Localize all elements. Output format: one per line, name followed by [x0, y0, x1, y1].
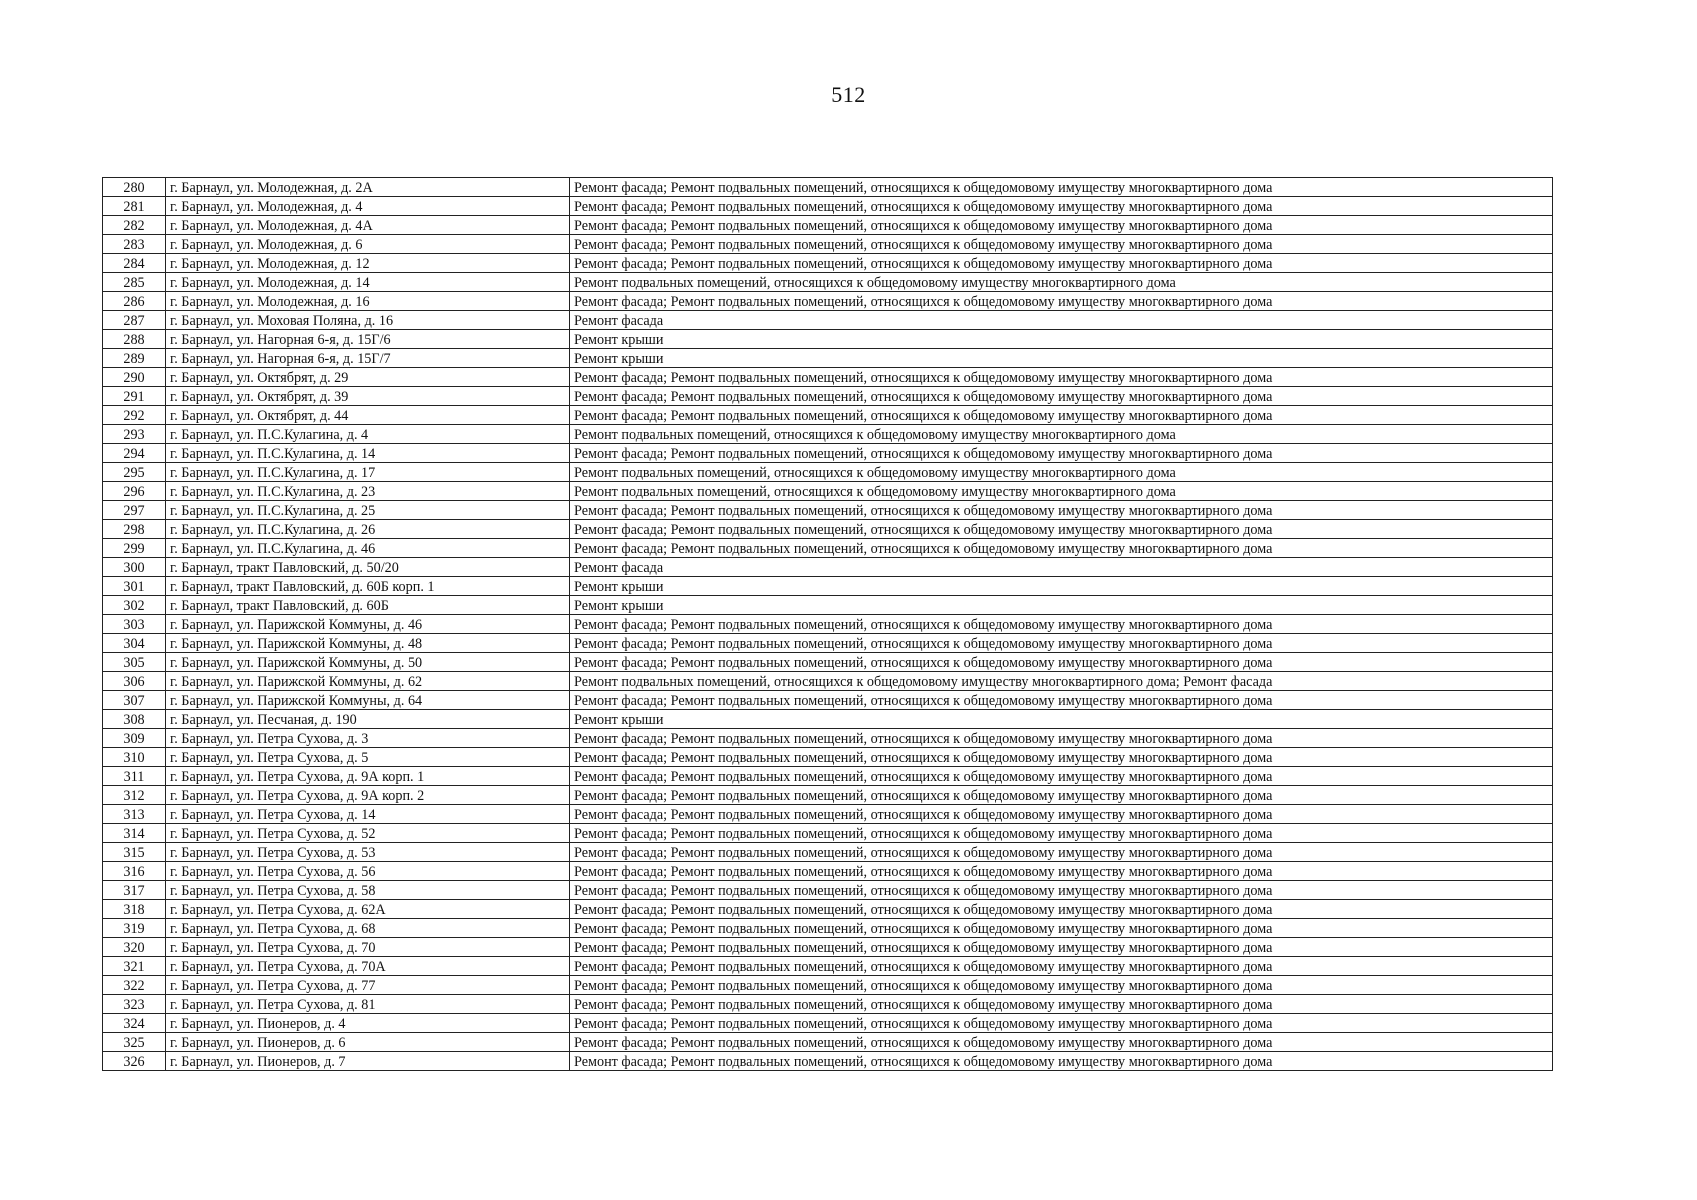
table-row: [103, 349, 1553, 368]
row-number: 313: [103, 805, 166, 824]
row-number: 292: [103, 406, 166, 425]
address-cell: г. Барнаул, тракт Павловский, д. 60Б корп. 1: [166, 577, 570, 596]
address-cell: г. Барнаул, ул. Петра Сухова, д. 58: [166, 881, 570, 900]
address-cell: г. Барнаул, ул. Петра Сухова, д. 70А: [166, 957, 570, 976]
table-row: [103, 995, 1553, 1014]
address-cell: г. Барнаул, ул. Парижской Коммуны, д. 48: [166, 634, 570, 653]
table-row: [103, 596, 1553, 615]
table-row: [103, 406, 1553, 425]
address-cell: г. Барнаул, ул. Петра Сухова, д. 14: [166, 805, 570, 824]
work-type-cell: Ремонт подвальных помещений, относящихся к общедомовому имуществу многоквартирного дома: [570, 463, 1553, 482]
table-row: [103, 254, 1553, 273]
row-number: 280: [103, 178, 166, 197]
work-type-cell: Ремонт фасада; Ремонт подвальных помещений, относящихся к общедомовому имуществу многоквартирного дома: [570, 216, 1553, 235]
address-cell: г. Барнаул, ул. Петра Сухова, д. 3: [166, 729, 570, 748]
work-type-cell: Ремонт фасада; Ремонт подвальных помещений, относящихся к общедомовому имуществу многоквартирного дома: [570, 976, 1553, 995]
work-type-cell: Ремонт фасада; Ремонт подвальных помещений, относящихся к общедомовому имуществу многоквартирного дома: [570, 292, 1553, 311]
address-cell: г. Барнаул, ул. Петра Сухова, д. 68: [166, 919, 570, 938]
table-row: [103, 767, 1553, 786]
work-type-cell: Ремонт фасада: [570, 558, 1553, 577]
address-cell: г. Барнаул, ул. Моховая Поляна, д. 16: [166, 311, 570, 330]
row-number: 297: [103, 501, 166, 520]
address-cell: г. Барнаул, ул. П.С.Кулагина, д. 46: [166, 539, 570, 558]
address-cell: г. Барнаул, ул. Петра Сухова, д. 9А корп. 2: [166, 786, 570, 805]
table-row: [103, 425, 1553, 444]
address-cell: г. Барнаул, ул. Петра Сухова, д. 81: [166, 995, 570, 1014]
address-cell: г. Барнаул, тракт Павловский, д. 60Б: [166, 596, 570, 615]
address-cell: г. Барнаул, ул. Октябрят, д. 44: [166, 406, 570, 425]
address-cell: г. Барнаул, ул. П.С.Кулагина, д. 17: [166, 463, 570, 482]
table-row: [103, 197, 1553, 216]
work-type-cell: Ремонт фасада; Ремонт подвальных помещений, относящихся к общедомовому имуществу многоквартирного дома: [570, 767, 1553, 786]
table-row: [103, 786, 1553, 805]
row-number: 320: [103, 938, 166, 957]
address-cell: г. Барнаул, ул. Молодежная, д. 12: [166, 254, 570, 273]
table-row: [103, 330, 1553, 349]
work-type-cell: Ремонт фасада; Ремонт подвальных помещений, относящихся к общедомовому имуществу многоквартирного дома: [570, 995, 1553, 1014]
address-cell: г. Барнаул, тракт Павловский, д. 50/20: [166, 558, 570, 577]
work-type-cell: Ремонт фасада; Ремонт подвальных помещений, относящихся к общедомовому имуществу многоквартирного дома: [570, 254, 1553, 273]
work-type-cell: Ремонт фасада; Ремонт подвальных помещений, относящихся к общедомовому имуществу многоквартирного дома: [570, 615, 1553, 634]
table-row: [103, 235, 1553, 254]
row-number: 301: [103, 577, 166, 596]
row-number: 314: [103, 824, 166, 843]
row-number: 295: [103, 463, 166, 482]
work-type-cell: Ремонт подвальных помещений, относящихся к общедомовому имуществу многоквартирного дома: [570, 273, 1553, 292]
work-type-cell: Ремонт фасада; Ремонт подвальных помещений, относящихся к общедомовому имуществу многоквартирного дома: [570, 900, 1553, 919]
table-row: [103, 1052, 1553, 1071]
address-cell: г. Барнаул, ул. Молодежная, д. 4А: [166, 216, 570, 235]
work-type-cell: Ремонт фасада: [570, 311, 1553, 330]
table-row: [103, 729, 1553, 748]
row-number: 298: [103, 520, 166, 539]
row-number: 326: [103, 1052, 166, 1071]
row-number: 325: [103, 1033, 166, 1052]
table-row: [103, 900, 1553, 919]
row-number: 282: [103, 216, 166, 235]
work-type-cell: Ремонт фасада; Ремонт подвальных помещений, относящихся к общедомовому имуществу многоквартирного дома: [570, 653, 1553, 672]
row-number: 312: [103, 786, 166, 805]
row-number: 306: [103, 672, 166, 691]
table-row: [103, 805, 1553, 824]
work-type-cell: Ремонт фасада; Ремонт подвальных помещений, относящихся к общедомовому имуществу многоквартирного дома: [570, 197, 1553, 216]
table-row: [103, 824, 1553, 843]
work-type-cell: Ремонт фасада; Ремонт подвальных помещений, относящихся к общедомовому имуществу многоквартирного дома: [570, 406, 1553, 425]
table-row: [103, 520, 1553, 539]
row-number: 321: [103, 957, 166, 976]
work-type-cell: Ремонт фасада; Ремонт подвальных помещений, относящихся к общедомовому имуществу многоквартирного дома: [570, 805, 1553, 824]
table-row: [103, 577, 1553, 596]
address-cell: г. Барнаул, ул. Октябрят, д. 39: [166, 387, 570, 406]
table-row: [103, 1014, 1553, 1033]
row-number: 307: [103, 691, 166, 710]
address-cell: г. Барнаул, ул. Парижской Коммуны, д. 50: [166, 653, 570, 672]
work-type-cell: Ремонт фасада; Ремонт подвальных помещений, относящихся к общедомовому имуществу многоквартирного дома: [570, 368, 1553, 387]
work-type-cell: Ремонт фасада; Ремонт подвальных помещений, относящихся к общедомовому имуществу многоквартирного дома: [570, 1014, 1553, 1033]
repair-register-table: [102, 177, 1553, 1071]
table-row: [103, 672, 1553, 691]
table-row: [103, 1033, 1553, 1052]
work-type-cell: Ремонт крыши: [570, 330, 1553, 349]
address-cell: г. Барнаул, ул. Молодежная, д. 14: [166, 273, 570, 292]
address-cell: г. Барнаул, ул. Нагорная 6-я, д. 15Г/6: [166, 330, 570, 349]
table-row: [103, 653, 1553, 672]
row-number: 303: [103, 615, 166, 634]
table-row: [103, 558, 1553, 577]
address-cell: г. Барнаул, ул. Молодежная, д. 4: [166, 197, 570, 216]
work-type-cell: Ремонт фасада; Ремонт подвальных помещений, относящихся к общедомовому имуществу многоквартирного дома: [570, 1033, 1553, 1052]
row-number: 300: [103, 558, 166, 577]
table-row: [103, 273, 1553, 292]
table-row: [103, 311, 1553, 330]
row-number: 324: [103, 1014, 166, 1033]
address-cell: г. Барнаул, ул. Пионеров, д. 4: [166, 1014, 570, 1033]
address-cell: г. Барнаул, ул. Молодежная, д. 16: [166, 292, 570, 311]
work-type-cell: Ремонт фасада; Ремонт подвальных помещений, относящихся к общедомовому имуществу многоквартирного дома: [570, 1052, 1553, 1071]
work-type-cell: Ремонт фасада; Ремонт подвальных помещений, относящихся к общедомовому имуществу многоквартирного дома: [570, 634, 1553, 653]
address-cell: г. Барнаул, ул. Октябрят, д. 29: [166, 368, 570, 387]
address-cell: г. Барнаул, ул. Петра Сухова, д. 77: [166, 976, 570, 995]
row-number: 281: [103, 197, 166, 216]
table-row: [103, 710, 1553, 729]
row-number: 296: [103, 482, 166, 501]
work-type-cell: Ремонт подвальных помещений, относящихся к общедомовому имуществу многоквартирного дома: [570, 425, 1553, 444]
table-row: [103, 387, 1553, 406]
address-cell: г. Барнаул, ул. Петра Сухова, д. 53: [166, 843, 570, 862]
address-cell: г. Барнаул, ул. Пионеров, д. 7: [166, 1052, 570, 1071]
row-number: 322: [103, 976, 166, 995]
row-number: 290: [103, 368, 166, 387]
row-number: 293: [103, 425, 166, 444]
work-type-cell: Ремонт фасада; Ремонт подвальных помещений, относящихся к общедомовому имуществу многоквартирного дома: [570, 501, 1553, 520]
work-type-cell: Ремонт подвальных помещений, относящихся к общедомовому имуществу многоквартирного дома; Ремонт фасада: [570, 672, 1553, 691]
row-number: 310: [103, 748, 166, 767]
row-number: 294: [103, 444, 166, 463]
work-type-cell: Ремонт фасада; Ремонт подвальных помещений, относящихся к общедомовому имуществу многоквартирного дома: [570, 729, 1553, 748]
table-row: [103, 881, 1553, 900]
address-cell: г. Барнаул, ул. Парижской Коммуны, д. 62: [166, 672, 570, 691]
table-row: [103, 368, 1553, 387]
work-type-cell: Ремонт фасада; Ремонт подвальных помещений, относящихся к общедомовому имуществу многоквартирного дома: [570, 178, 1553, 197]
table-row: [103, 634, 1553, 653]
address-cell: г. Барнаул, ул. Петра Сухова, д. 5: [166, 748, 570, 767]
row-number: 284: [103, 254, 166, 273]
table-row: [103, 444, 1553, 463]
address-cell: г. Барнаул, ул. П.С.Кулагина, д. 14: [166, 444, 570, 463]
address-cell: г. Барнаул, ул. П.С.Кулагина, д. 23: [166, 482, 570, 501]
work-type-cell: Ремонт фасада; Ремонт подвальных помещений, относящихся к общедомовому имуществу многоквартирного дома: [570, 824, 1553, 843]
work-type-cell: Ремонт подвальных помещений, относящихся к общедомовому имуществу многоквартирного дома: [570, 482, 1553, 501]
address-cell: г. Барнаул, ул. Молодежная, д. 2А: [166, 178, 570, 197]
table-row: [103, 976, 1553, 995]
address-cell: г. Барнаул, ул. П.С.Кулагина, д. 4: [166, 425, 570, 444]
row-number: 305: [103, 653, 166, 672]
work-type-cell: Ремонт фасада; Ремонт подвальных помещений, относящихся к общедомовому имуществу многоквартирного дома: [570, 235, 1553, 254]
work-type-cell: Ремонт фасада; Ремонт подвальных помещений, относящихся к общедомовому имуществу многоквартирного дома: [570, 387, 1553, 406]
table-row: [103, 748, 1553, 767]
address-cell: г. Барнаул, ул. Петра Сухова, д. 70: [166, 938, 570, 957]
address-cell: г. Барнаул, ул. Пионеров, д. 6: [166, 1033, 570, 1052]
table-row: [103, 862, 1553, 881]
work-type-cell: Ремонт крыши: [570, 710, 1553, 729]
table-row: [103, 919, 1553, 938]
table-row: [103, 843, 1553, 862]
work-type-cell: Ремонт фасада; Ремонт подвальных помещений, относящихся к общедомовому имуществу многоквартирного дома: [570, 881, 1553, 900]
work-type-cell: Ремонт крыши: [570, 577, 1553, 596]
table-row: [103, 178, 1553, 197]
table-row: [103, 501, 1553, 520]
work-type-cell: Ремонт фасада; Ремонт подвальных помещений, относящихся к общедомовому имуществу многоквартирного дома: [570, 938, 1553, 957]
table-row: [103, 463, 1553, 482]
work-type-cell: Ремонт фасада; Ремонт подвальных помещений, относящихся к общедомовому имуществу многоквартирного дома: [570, 748, 1553, 767]
work-type-cell: Ремонт фасада; Ремонт подвальных помещений, относящихся к общедомовому имуществу многоквартирного дома: [570, 444, 1553, 463]
work-type-cell: Ремонт фасада; Ремонт подвальных помещений, относящихся к общедомовому имуществу многоквартирного дома: [570, 957, 1553, 976]
address-cell: г. Барнаул, ул. Нагорная 6-я, д. 15Г/7: [166, 349, 570, 368]
work-type-cell: Ремонт фасада; Ремонт подвальных помещений, относящихся к общедомовому имуществу многоквартирного дома: [570, 862, 1553, 881]
row-number: 317: [103, 881, 166, 900]
row-number: 319: [103, 919, 166, 938]
table-row: [103, 539, 1553, 558]
row-number: 318: [103, 900, 166, 919]
row-number: 285: [103, 273, 166, 292]
address-cell: г. Барнаул, ул. П.С.Кулагина, д. 25: [166, 501, 570, 520]
work-type-cell: Ремонт фасада; Ремонт подвальных помещений, относящихся к общедомовому имуществу многоквартирного дома: [570, 520, 1553, 539]
row-number: 289: [103, 349, 166, 368]
work-type-cell: Ремонт фасада; Ремонт подвальных помещений, относящихся к общедомовому имуществу многоквартирного дома: [570, 843, 1553, 862]
work-type-cell: Ремонт фасада; Ремонт подвальных помещений, относящихся к общедомовому имуществу многоквартирного дома: [570, 691, 1553, 710]
table-row: [103, 615, 1553, 634]
row-number: 311: [103, 767, 166, 786]
address-cell: г. Барнаул, ул. Петра Сухова, д. 62А: [166, 900, 570, 919]
address-cell: г. Барнаул, ул. Петра Сухова, д. 56: [166, 862, 570, 881]
work-type-cell: Ремонт фасада; Ремонт подвальных помещений, относящихся к общедомовому имуществу многоквартирного дома: [570, 539, 1553, 558]
address-cell: г. Барнаул, ул. Песчаная, д. 190: [166, 710, 570, 729]
row-number: 286: [103, 292, 166, 311]
table-row: [103, 957, 1553, 976]
address-cell: г. Барнаул, ул. Петра Сухова, д. 52: [166, 824, 570, 843]
address-cell: г. Барнаул, ул. П.С.Кулагина, д. 26: [166, 520, 570, 539]
table-row: [103, 292, 1553, 311]
row-number: 299: [103, 539, 166, 558]
work-type-cell: Ремонт фасада; Ремонт подвальных помещений, относящихся к общедомовому имуществу многоквартирного дома: [570, 919, 1553, 938]
work-type-cell: Ремонт крыши: [570, 349, 1553, 368]
work-type-cell: Ремонт крыши: [570, 596, 1553, 615]
row-number: 315: [103, 843, 166, 862]
row-number: 323: [103, 995, 166, 1014]
address-cell: г. Барнаул, ул. Молодежная, д. 6: [166, 235, 570, 254]
row-number: 291: [103, 387, 166, 406]
address-cell: г. Барнаул, ул. Парижской Коммуны, д. 46: [166, 615, 570, 634]
register-body: [103, 178, 1553, 1071]
row-number: 288: [103, 330, 166, 349]
page-number: 512: [831, 82, 866, 107]
row-number: 302: [103, 596, 166, 615]
row-number: 287: [103, 311, 166, 330]
work-type-cell: Ремонт фасада; Ремонт подвальных помещений, относящихся к общедомовому имуществу многоквартирного дома: [570, 786, 1553, 805]
address-cell: г. Барнаул, ул. Петра Сухова, д. 9А корп. 1: [166, 767, 570, 786]
row-number: 308: [103, 710, 166, 729]
table-row: [103, 482, 1553, 501]
table-row: [103, 691, 1553, 710]
row-number: 316: [103, 862, 166, 881]
row-number: 304: [103, 634, 166, 653]
row-number: 283: [103, 235, 166, 254]
table-row: [103, 216, 1553, 235]
row-number: 309: [103, 729, 166, 748]
table-row: [103, 938, 1553, 957]
address-cell: г. Барнаул, ул. Парижской Коммуны, д. 64: [166, 691, 570, 710]
